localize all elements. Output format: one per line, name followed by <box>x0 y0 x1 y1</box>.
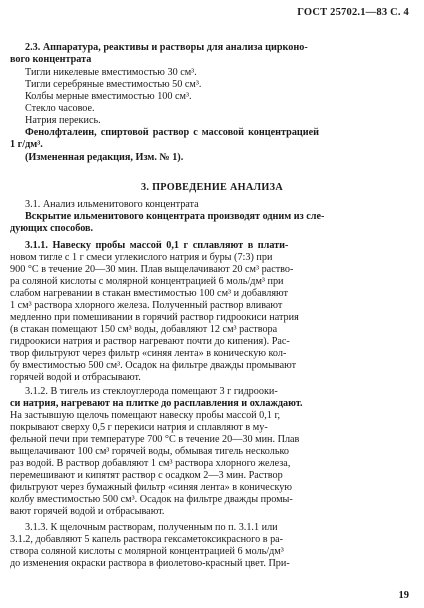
paragraph-3-1-3-line: 3.1.2, добавляют 5 капель раствора гексаметоксикрасного в ра- <box>10 534 284 545</box>
list-item: Тигли серебряные вместимостью 50 см³. <box>25 79 202 90</box>
paragraph-3-1-1-line: 900 °С в течение 20—30 мин. Плав выщелачивают 20 см³ раство- <box>10 264 294 275</box>
paragraph-3-1-2-line: покрывают сверху 0,5 г перекиси натрия и сплавляют в му- <box>10 422 268 433</box>
paragraph-3-1-2-line: фельной печи при температуре 700 °С в течение 20—30 мин. Плав <box>10 434 300 445</box>
running-header: ГОСТ 25702.1—83 С. 4 <box>297 7 409 18</box>
paragraph-3-1-1-line: ра соляной кислоты с молярной концентрацией 6 моль/дм³ при <box>10 276 284 287</box>
paragraph-3-1-2-line: выщелачивают 100 см³ горячей воды, обмывая тигель несколько <box>10 446 290 457</box>
section-2-3-heading: 2.3. Аппаратура, реактивы и растворы для анализа цирконо- <box>25 42 308 53</box>
subsection-3-1: 3.1. Анализ ильменитового концентрата <box>25 199 199 210</box>
edition-note: (Измененная редакция, Изм. № 1). <box>25 152 184 163</box>
paragraph-3-1-1-line: 1 см³ раствора хлорного железа. Полученный раствор вливают <box>10 300 283 311</box>
paragraph-3-1-3-line: до изменения окраски раствора в фиолетово-красный цвет. При- <box>10 558 290 569</box>
section-2-3-heading-cont: вого концентрата <box>10 54 92 65</box>
phenolphthalein-line-cont: 1 г/дм³. <box>10 139 43 150</box>
page-number: 19 <box>398 590 409 601</box>
paragraph-3-1-2-line: фильтруют через бумажный фильтр «синяя лента» в коническую <box>10 482 293 493</box>
section-3-title: 3. ПРОВЕДЕНИЕ АНАЛИЗА <box>141 182 283 193</box>
paragraph-3-1-1-line: (в стакан помещают 150 см³ воды, добавляют 12 см³ раствора <box>10 324 278 335</box>
paragraph-3-1-1-line: твор фильтруют через фильтр «синяя лента» в коническую кол- <box>10 348 287 359</box>
paragraph-3-1-1-line: новом тигле с 1 г смеси углекислого натрия и буры (7:3) при <box>10 252 273 263</box>
intro-line-cont: дующих способов. <box>10 223 94 234</box>
paragraph-3-1-2-line: раз водой. В раствор добавляют 1 см³ раствора хлорного железа, <box>10 458 291 469</box>
paragraph-3-1-2-line: 3.1.2. В тигель из стеклоуглерода помещают 3 г гидрооки- <box>25 386 278 397</box>
paragraph-3-1-2-line: си натрия, нагревают на плитке до расплавления и охлаждают. <box>10 398 303 409</box>
paragraph-3-1-1-line: бу вместимостью 500 см³. Осадок на фильтре дважды промывают <box>10 360 297 371</box>
paragraph-3-1-1-line: 3.1.1. Навеску пробы массой 0,1 г сплавляют в плати- <box>25 240 289 251</box>
paragraph-3-1-2-line: колбу вместимостью 500 см³. Осадок на фильтре дважды промы- <box>10 494 293 505</box>
list-item: Тигли никелевые вместимостью 30 см³. <box>25 67 197 78</box>
paragraph-3-1-2-line: На застывшую щелочь помещают навеску пробы массой 0,1 г, <box>10 410 281 421</box>
paragraph-3-1-2-line: перемешивают и кипятят раствор с осадком 2—3 мин. Раствор <box>10 470 283 481</box>
paragraph-3-1-1-line: горячей водой и отбрасывают. <box>10 372 141 383</box>
list-item: Стекло часовое. <box>25 103 95 114</box>
list-item: Колбы мерные вместимостью 100 см³. <box>25 91 192 102</box>
paragraph-3-1-1-line: медленно при помешивании в горячий раствор гидроокиси натрия <box>10 312 299 323</box>
paragraph-3-1-2-line: вают горячей водой и отбрасывают. <box>10 506 165 517</box>
paragraph-3-1-1-line: слабом нагревании в стакан вместимостью 100 см³ и добавляют <box>10 288 288 299</box>
phenolphthalein-line: Фенолфталеин, спиртовой раствор с массовой концентрацией <box>25 127 320 138</box>
paragraph-3-1-3-line: створа соляной кислоты с молярной концентрацией 6 моль/дм³ <box>10 546 284 557</box>
intro-line: Вскрытие ильменитового концентрата производят одним из сле- <box>25 211 325 222</box>
paragraph-3-1-1-line: гидроокиси натрия и раствор нагревают почти до кипения). Рас- <box>10 336 290 347</box>
paragraph-3-1-3-line: 3.1.3. К щелочным растворам, полученным по п. 3.1.1 или <box>25 522 278 533</box>
list-item: Натрия перекись. <box>25 115 101 126</box>
